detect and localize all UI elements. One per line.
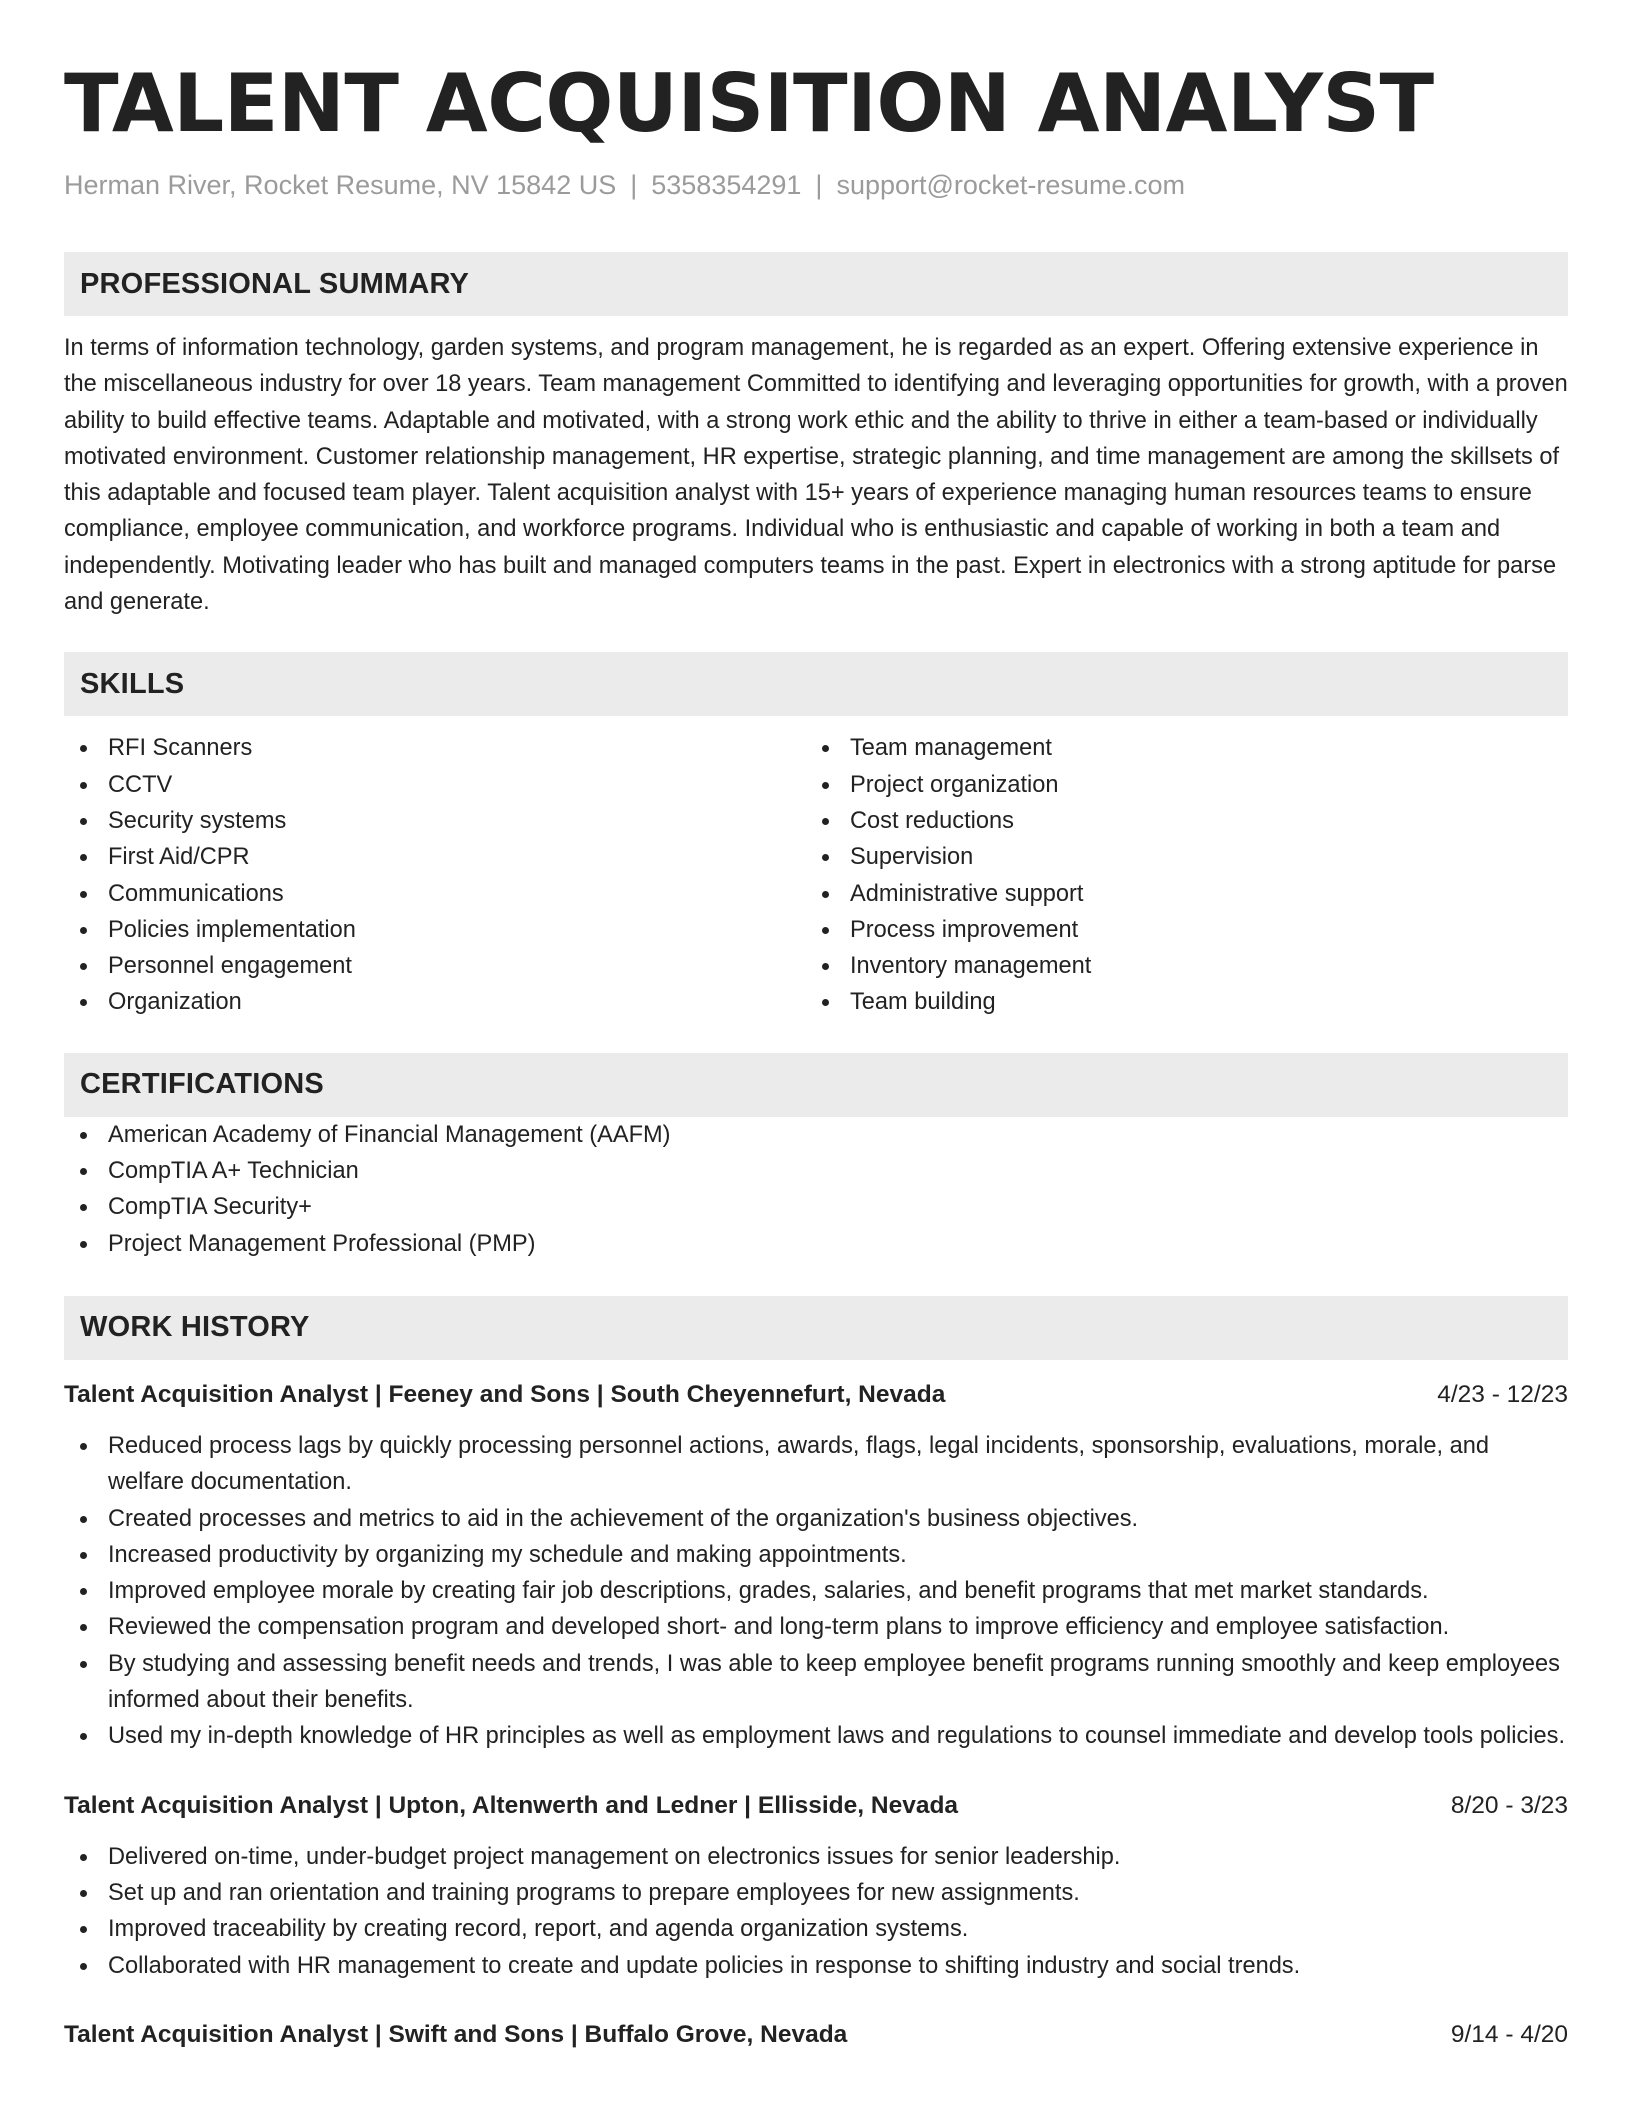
- summary-text: In terms of information technology, garden systems, and program management, he is regarded as an expert. Offering extensive experience in the miscellaneous industry for over 18 years. Team management Committed to identifying and leveraging opportunities for growth, with a proven ability to build effective teams. Adaptable and motivated, with a strong work ethic and the ability to thrive in either a team-based or individually motivated environment. Customer relationship management, HR expertise, strategic planning, and time management are among the skillsets of this adaptable and focused team player. Talent acquisition analyst with 15+ years of experience managing human resources teams to ensure compliance, employee communication, and workforce programs. Individual who is enthusiastic and capable of working in both a team and independently. Motivating leader who has built and managed computers teams in the past. Expert in electronics with a strong aptitude for parse and generate.: [64, 335, 1568, 616]
- job-bullets: [64, 1839, 1568, 1984]
- skill-item: Security systems: [64, 803, 806, 839]
- job-entry: [64, 1789, 1568, 1984]
- contact-phone: 5358354291: [651, 170, 802, 200]
- contact-separator: |: [630, 170, 638, 200]
- skills-list-right: [806, 730, 1548, 1020]
- certification-item: Project Management Professional (PMP): [64, 1226, 1568, 1262]
- job-bullet: Reduced process lags by quickly processing personnel actions, awards, flags, legal incidents, sponsorship, evaluations, morale, and welfare documentation.: [64, 1428, 1568, 1501]
- section-heading-certifications: CERTIFICATIONS: [64, 1053, 1568, 1117]
- skill-item: CCTV: [64, 767, 806, 803]
- job-bullet: Created processes and metrics to aid in the achievement of the organization's business objectives.: [64, 1501, 1568, 1537]
- job-title: Talent Acquisition Analyst | Feeney and Sons | South Cheyennefurt, Nevada: [64, 1380, 946, 1408]
- certification-item: CompTIA A+ Technician: [64, 1153, 1568, 1189]
- skill-item: Supervision: [806, 839, 1548, 875]
- skill-item: Team management: [806, 730, 1548, 766]
- job-title: Talent Acquisition Analyst | Upton, Altenwerth and Ledner | Ellisside, Nevada: [64, 1791, 959, 1819]
- section-heading-work-history: WORK HISTORY: [64, 1296, 1568, 1360]
- skills-columns: [64, 730, 1568, 1020]
- job-bullet: By studying and assessing benefit needs and trends, I was able to keep employee benefit programs running smoothly and keep employees informed about their benefits.: [64, 1646, 1568, 1719]
- job-header: [64, 1378, 1568, 1412]
- contact-email: support@rocket-resume.com: [836, 170, 1185, 200]
- job-dates: 4/23 - 12/23: [1437, 1380, 1568, 1408]
- job-entry: [64, 1378, 1568, 1755]
- contact-separator: |: [815, 170, 823, 200]
- skill-item: Project organization: [806, 767, 1548, 803]
- job-header: [64, 1789, 1568, 1823]
- job-title: Talent Acquisition Analyst | Swift and Sons | Buffalo Grove, Nevada: [64, 2020, 848, 2048]
- job-bullet: Improved traceability by creating record, report, and agenda organization systems.: [64, 1911, 1568, 1947]
- certifications-list: [64, 1117, 1568, 1262]
- section-heading-summary: PROFESSIONAL SUMMARY: [64, 252, 1568, 316]
- skill-item: Team building: [806, 984, 1548, 1020]
- job-bullet: Reviewed the compensation program and developed short- and long-term plans to improve efficiency and employee satisfaction.: [64, 1609, 1568, 1645]
- job-bullet: Increased productivity by organizing my schedule and making appointments.: [64, 1537, 1568, 1573]
- candidate-title: TALENT ACQUISITION ANALYST: [64, 57, 1434, 150]
- job-bullets: [64, 1428, 1568, 1755]
- skills-list-left: [64, 730, 806, 1020]
- job-bullet: Collaborated with HR management to create and update policies in response to shifting industry and social trends.: [64, 1948, 1568, 1984]
- job-entry: [64, 2018, 1568, 2052]
- certification-item: American Academy of Financial Management (AAFM): [64, 1117, 1568, 1153]
- skill-item: Administrative support: [806, 876, 1548, 912]
- section-heading-skills: SKILLS: [64, 652, 1568, 716]
- job-bullet: Delivered on-time, under-budget project management on electronics issues for senior leadership.: [64, 1839, 1568, 1875]
- skill-item: First Aid/CPR: [64, 839, 806, 875]
- job-bullet: Improved employee morale by creating fair job descriptions, grades, salaries, and benefit programs that met market standards.: [64, 1573, 1568, 1609]
- resume-page: [64, 56, 1568, 2052]
- job-header: [64, 2018, 1568, 2052]
- skill-item: Personnel engagement: [64, 948, 806, 984]
- job-dates: 8/20 - 3/23: [1450, 1791, 1568, 1819]
- job-dates: 9/14 - 4/20: [1450, 2020, 1568, 2048]
- skill-item: Inventory management: [806, 948, 1548, 984]
- skill-item: Process improvement: [806, 912, 1548, 948]
- certification-item: CompTIA Security+: [64, 1189, 1568, 1225]
- skill-item: Cost reductions: [806, 803, 1548, 839]
- skill-item: Policies implementation: [64, 912, 806, 948]
- job-bullet: Set up and ran orientation and training programs to prepare employees for new assignments.: [64, 1875, 1568, 1911]
- skill-item: RFI Scanners: [64, 730, 806, 766]
- job-bullet: Used my in-depth knowledge of HR principles as well as employment laws and regulations to counsel immediate and develop tools policies.: [64, 1718, 1568, 1754]
- skill-item: Organization: [64, 984, 806, 1020]
- skill-item: Communications: [64, 876, 806, 912]
- contact-address: Herman River, Rocket Resume, NV 15842 US: [64, 170, 617, 200]
- contact-line: [64, 168, 1568, 202]
